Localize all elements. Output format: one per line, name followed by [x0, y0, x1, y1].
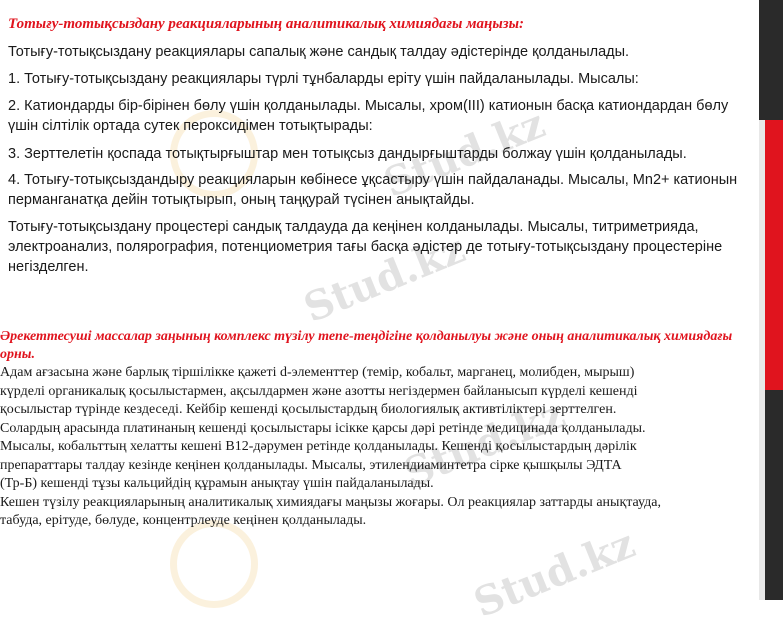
slide1-title: Тотығу-тотықсыздану реакцияларының аналитикалық химиядағы маңызы:: [8, 16, 524, 32]
decorative-side-bar: [759, 0, 783, 600]
watermark-text: Stud.kz: [467, 520, 642, 627]
slide2-line: препараттары талдау кезiнде кеңiнен қолданылады. Мысалы, этилендиаминтетра сiрке қышқылы ЭДТА: [0, 457, 622, 473]
slide1-paragraph: 3. Зерттелетін қоспада тотықтырғыштар мен тотықсыз дандырғыштарды болжау үшін қолданылады.: [8, 146, 687, 162]
slide2-line: Кешен түзiлу реакцияларының аналитикалық химиядағы маңызы жоғары. Ол реакциялар заттарды анықтауда,: [0, 494, 662, 510]
slide2-line: табуда, ерiтуде, бөлуде, концентрлеуде кеңiнен қолданылады.: [0, 513, 367, 528]
slide2-line: қосылыстар түрiнде кездеседi. Кейбiр кешендi қосылыстардың биологиялық активтiлiктерi зерттелген.: [0, 402, 617, 417]
slide2-line: күрделi органикалық қосылыстармен, ақсылдармен және азотты негiздермен байланысып күрделi кешендi: [0, 383, 638, 399]
slide1-paragraph: Тотығу-тотықсыздану реакциялары сапалық және сандық талдау әдістерінде қолданылады.: [8, 44, 630, 60]
watermark-text: Stud.kz: [397, 390, 572, 497]
slide2-line: Адам ағзасына және барлық тiршiлiкке қажетi d-элементтер (темiр, кобальт, марганец, молибден, мырыш): [0, 365, 635, 380]
slide1-paragraph: 4. Тотығу-тотықсыздандыру реакцияларын көбінесе ұқсастыру үшін пайдаланады. Мысалы, Mn2+ катионын перманганатқа дейін тотықтырып, оның таңқурай түсінен анықтайды.: [8, 172, 738, 208]
watermark-text: Stud.kz: [377, 100, 552, 207]
slide2-line: Солардың арасында платинаның кешендi қосылыстары iсiкке қарсы дәрi ретiнде медицинада қолданылады.: [0, 420, 646, 436]
slide1-paragraph: 2. Катиондарды бір-бірінен бөлу үшін қолданылады. Мысалы, хром(ІІІ) катионын басқа катиондардан бөлу үшін сілтілік ортада сутек пероксидімен тотықтырады:: [8, 98, 729, 134]
watermark-text: Stud.kz: [297, 225, 472, 332]
slide1-paragraph: Тотығу-тотықсыздану процестері сандық талдауда да кеңінен колданылады. Мысалы, титриметрияда, электроанализ, полярография, потенциометрия тағы басқа әдістер де тотығу-тотықсыздану процестеріне негізделген.: [8, 219, 723, 275]
slide2-title: Әрекеттесуші массалар заңының комплекс түзілу тепе-теңдігіне қолданылуы және оның аналитикалық химиядағы орны.: [0, 329, 733, 362]
slide1-paragraph: 1. Тотығу-тотықсыздану реакциялары түрлі тұнбаларды ерiту үшін пайдаланылады. Мысалы:: [8, 71, 639, 87]
slide2-line: Мысалы, кобальттың хелатты кешенi В12-дәрумен ретiнде қолданылады. Кешендi қосылыстардың дәрiлiк: [0, 439, 637, 454]
slide2-line: (Тр-Б) кешендi тұзы кальцийдiң құрамын анықтау үшiн пайдаланылады.: [0, 476, 434, 491]
slide2-body: [0, 364, 742, 531]
